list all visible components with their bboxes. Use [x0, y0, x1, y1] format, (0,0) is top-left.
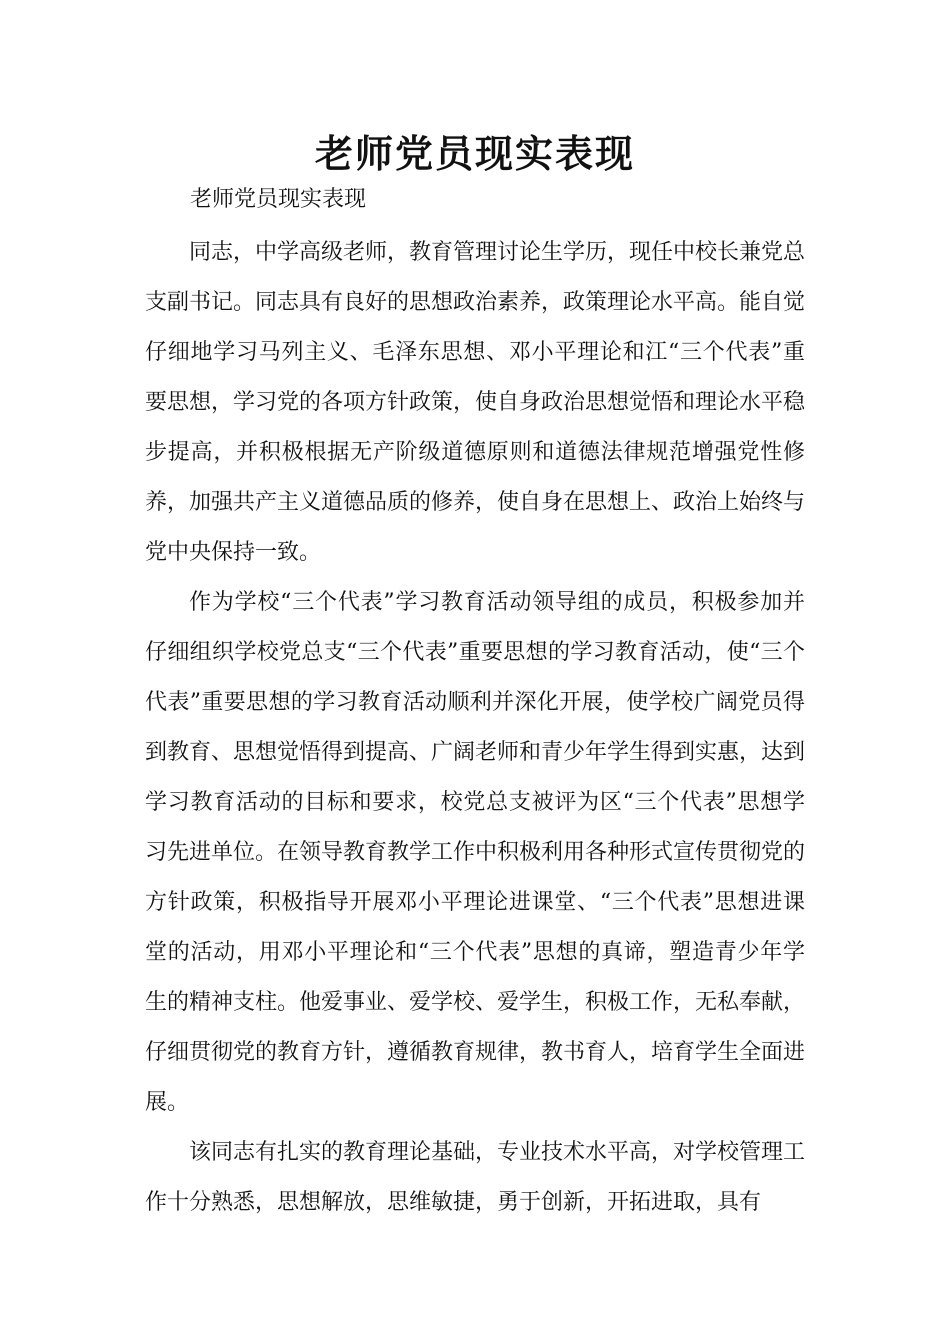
document-title: 老师党员现实表现 [314, 131, 635, 176]
document-subtitle: 老师党员现实表现 [190, 187, 367, 212]
body-paragraph: 同志，中学高级老师，教育管理讨论生学历，现任中校长兼党总支副书记。同志具有良好的思想政治素养，政策理论水平高。能自觉仔细地学习马列主义、毛泽东思想、邓小平理论和江“三个代表”重要思想，学习党的各项方针政策，使自身政治思想觉悟和理论水平稳步提高，并积极根据无产阶级道德原则和道德法律规范增强党性修养，加强共产主义道德品质的修养，使自身在思想上、政治上始终与党中央保持一致。 [145, 240, 806, 565]
body-paragraph: 作为学校“三个代表”学习教育活动领导组的成员，积极参加并仔细组织学校党总支“三个代表”重要思想的学习教育活动，使“三个代表”重要思想的学习教育活动顺利并深化开展，使学校广阔党员得到教育、思想觉悟得到提高、广阔老师和青少年学生得到实惠，达到学习教育活动的目标和要求，校党总支被评为区“三个代表”思想学习先进单位。在领导教育教学工作中积极利用各种形式宣传贯彻党的方针政策，积极指导开展邓小平理论进课堂、“三个代表”思想进课堂的活动，用邓小平理论和“三个代表”思想的真谛，塑造青少年学生的精神支柱。他爱事业、爱学校、爱学生，积极工作，无私奉献，仔细贯彻党的教育方针，遵循教育规律，教书育人，培育学生全面进展。 [145, 590, 806, 1115]
body-paragraph: 该同志有扎实的教育理论基础，专业技术水平高，对学校管理工作十分熟悉，思想解放，思维敏捷，勇于创新，开拓进取，具有 [145, 1140, 806, 1215]
document-body [145, 228, 805, 1228]
